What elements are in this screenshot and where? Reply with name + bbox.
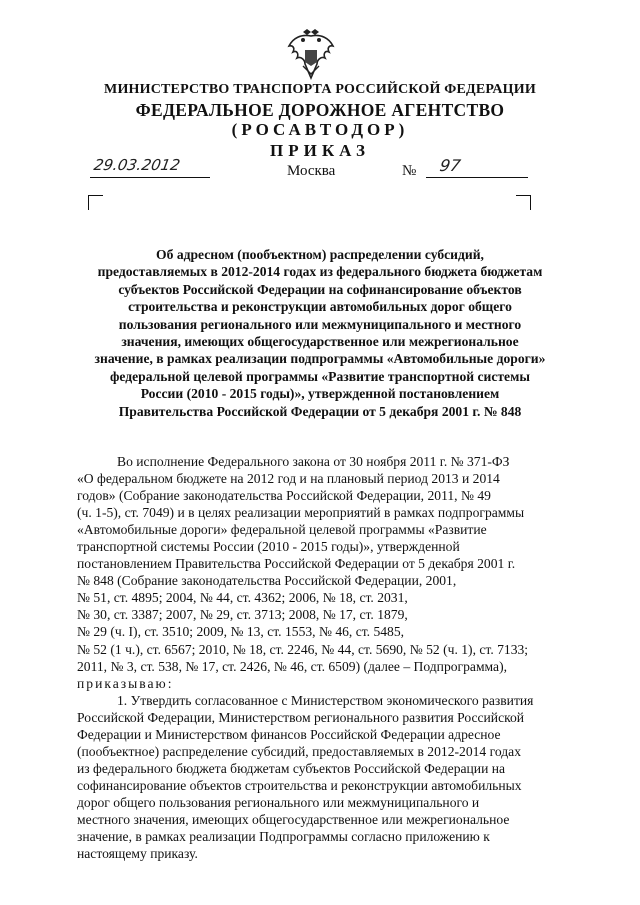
subject-line: значение, в рамках реализации подпрограммы «Автомобильные дороги»	[94, 351, 546, 367]
preamble-line: «Автомобильные дороги» федеральной целевой программы «Развитие	[77, 522, 487, 538]
subject-line: федеральной целевой программы «Развитие транспортной системы	[110, 368, 530, 384]
preamble-line: № 51, ст. 4895; 2004, № 44, ст. 4362; 2006, № 18, ст. 2031,	[77, 590, 408, 606]
subject-line: значения, имеющих общегосударственное или межрегиональное	[121, 334, 519, 350]
order-number: 97	[438, 156, 463, 175]
right-corner-mark	[516, 195, 531, 210]
ministry-name: МИНИСТЕРСТВО ТРАНСПОРТА РОССИЙСКОЙ ФЕДЕРАЦИИ	[104, 82, 536, 97]
subject-line: Правительства Российской Федерации от 5 декабря 2001 г. № 848	[118, 403, 522, 419]
preamble-line: транспортной системы России (2010 - 2015 годы)», утвержденной	[77, 539, 460, 555]
item-1-line: Российской Федерации, Министерством регионального развития Российской	[77, 709, 525, 725]
left-corner-mark	[88, 195, 103, 210]
date-underline	[90, 177, 210, 178]
preamble-line: 2011, № 3, ст. 538, № 17, ст. 2426, № 46, ст. 6509) (далее – Подпрограмма),	[77, 658, 508, 674]
preamble-line: № 52 (1 ч.), ст. 6567; 2010, № 18, ст. 2246, № 44, ст. 5690, № 52 (ч. 1), ст. 7133;	[77, 641, 529, 657]
subject-line: пользования регионального или межмуниципального и местного	[118, 316, 522, 332]
subject-line: строительства и реконструкции автомобильных дорог общего	[128, 299, 512, 315]
item-1-line: дорог общего пользования регионального или межмуниципального и	[77, 794, 480, 810]
coat-of-arms-icon	[285, 26, 337, 82]
preamble-line: годов» (Собрание законодательства Российской Федерации, 2011, № 49	[77, 488, 491, 504]
preamble-line: постановлением Правительства Российской Федерации от 5 декабря 2001 г.	[77, 556, 516, 572]
city: Москва	[287, 163, 336, 179]
subject-line: предоставляемых в 2012-2014 годах из федерального бюджета бюджетам	[97, 264, 543, 280]
preamble-line: № 29 (ч. I), ст. 3510; 2009, № 13, ст. 1553, № 46, ст. 5485,	[77, 624, 405, 640]
item-1-line: настоящему приказу.	[77, 846, 198, 862]
number-underline	[426, 177, 528, 178]
subject-line: России (2010 - 2015 годы)», утвержденной постановлением	[140, 386, 500, 402]
order-subject	[70, 246, 570, 420]
item-1-line: местного значения, имеющих общегосударственное или межрегиональное	[77, 811, 510, 827]
order-body	[77, 453, 567, 862]
item-1-line: софинансирование объектов строительства и реконструкции автомобильных	[77, 777, 522, 793]
agency-name: ФЕДЕРАЛЬНОЕ ДОРОЖНОЕ АГЕНТСТВО	[135, 100, 505, 120]
item-1-line: из федерального бюджета бюджетам субъектов Российской Федерации на	[77, 760, 506, 776]
item-1-line: (пообъектное) распределение субсидий, предоставляемых в 2012-2014 годах	[77, 743, 521, 759]
order-date: 29.03.2012	[92, 156, 182, 174]
preamble-line: № 848 (Собрание законодательства Российской Федерации, 2001,	[77, 573, 457, 589]
preamble-line: (ч. 1-5), ст. 7049) и в целях реализации мероприятий в рамках подпрограммы	[77, 505, 525, 521]
agency-short-name: (РОСАВТОДОР)	[231, 120, 409, 139]
document-type: ПРИКАЗ	[270, 141, 370, 160]
item-1-line: 1. Утвердить согласованное с Министерством экономического развития	[117, 692, 534, 708]
preamble-line: «О федеральном бюджете на 2012 год и на плановый период 2013 и 2014	[77, 471, 500, 487]
item-1-line: значение, в рамках реализации Подпрограммы согласно приложению к	[77, 829, 490, 845]
subject-line: субъектов Российской Федерации на софинансирование объектов	[118, 281, 522, 297]
subject-line: Об адресном (пообъектном) распределении субсидий,	[156, 247, 484, 262]
preamble-line: Во исполнение Федерального закона от 30 ноября 2011 г. № 371-ФЗ	[117, 454, 510, 469]
preamble-line: № 30, ст. 3387; 2007, № 29, ст. 3713; 2008, № 17, ст. 1879,	[77, 607, 408, 623]
order-word: приказываю:	[77, 675, 174, 691]
item-1-line: Федерации и Министерством финансов Российской Федерации адресное	[77, 726, 501, 742]
number-label: №	[402, 163, 417, 179]
